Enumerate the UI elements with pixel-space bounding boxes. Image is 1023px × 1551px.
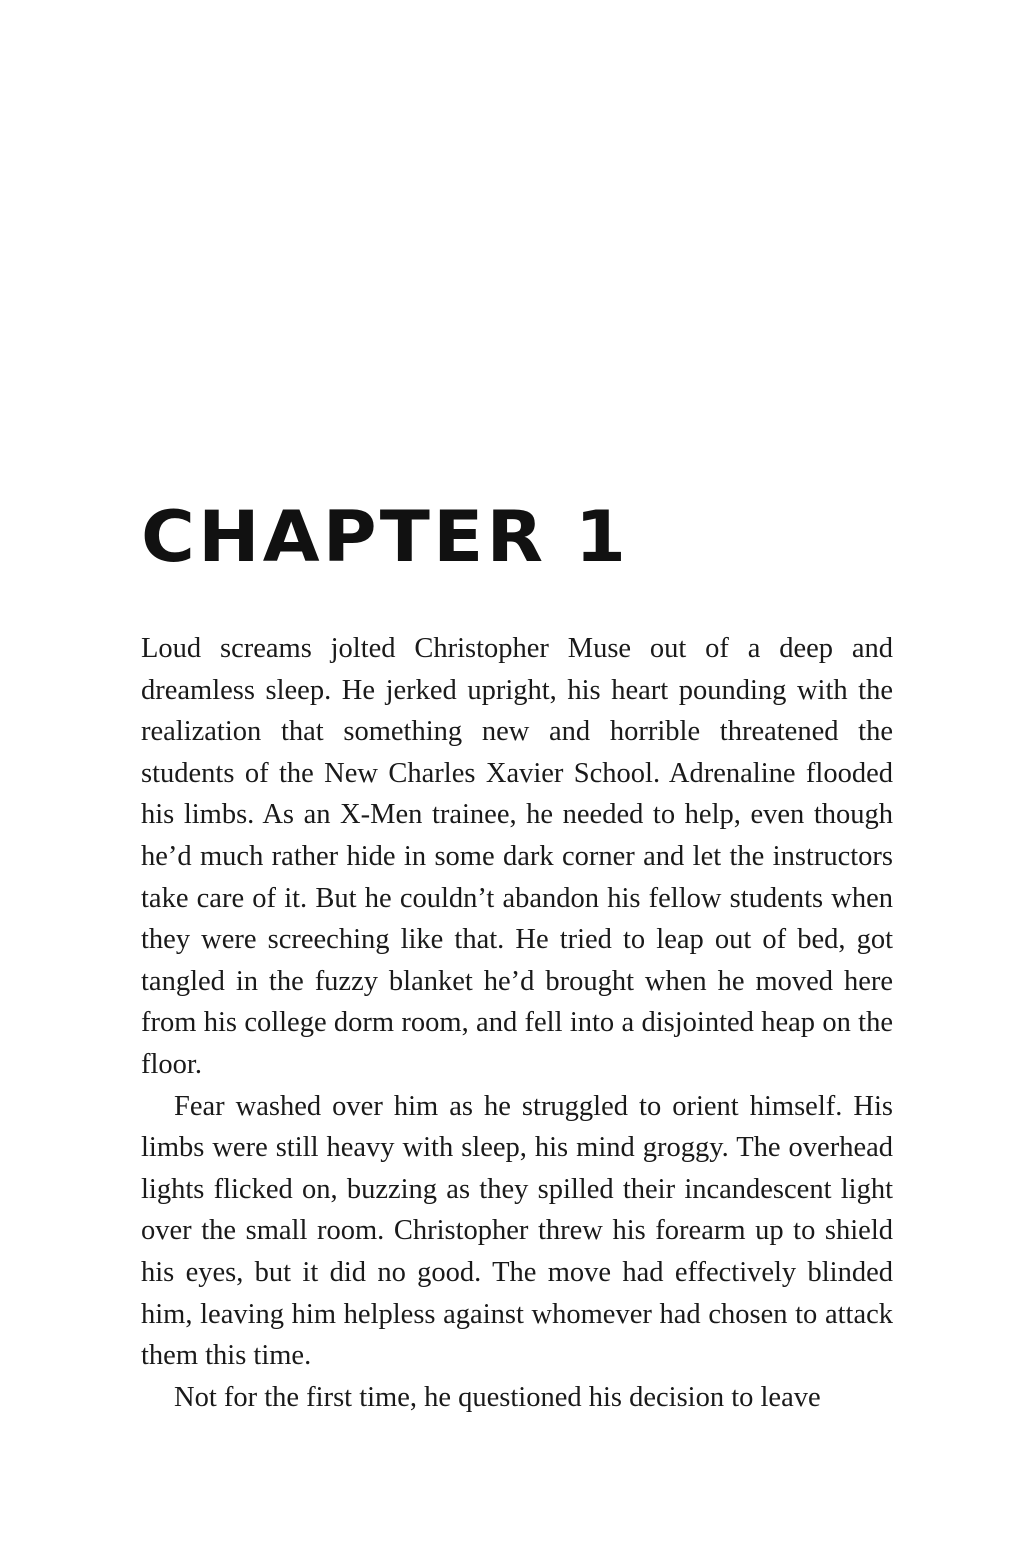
paragraph-3: Not for the first time, he questioned his decision to leave — [174, 1381, 821, 1413]
paragraph-1: Loud screams jolted Christopher Muse out of a deep and dreamless sleep. He jerked upright, his heart pounding with the realization that something new and horrible threatened the students of the New Charles Xavier School. Adrenaline flooded his limbs. As an X-Men trainee, he needed to help, even though he’d much rather hide in some dark corner and let the instructors take care of it. But he couldn’t abandon his fellow students when they were screeching like that. He tried to leap out of bed, got tangled in the fuzzy blanket he’d brought when he moved here from his college dorm room, and fell into a disjointed heap on the floor. — [141, 633, 893, 1080]
chapter-body — [141, 628, 893, 1418]
chapter-title: CHAPTER 1 — [141, 496, 630, 578]
paragraph-2: Fear washed over him as he struggled to orient himself. His limbs were still heavy with sleep, his mind groggy. The overhead lights flicked on, buzzing as they spilled their incandescent light over the small room. Christopher threw his forearm up to shield his eyes, but it did no good. The move had effectively blinded him, leaving him helpless against whomever had chosen to attack them this time. — [141, 1090, 893, 1372]
